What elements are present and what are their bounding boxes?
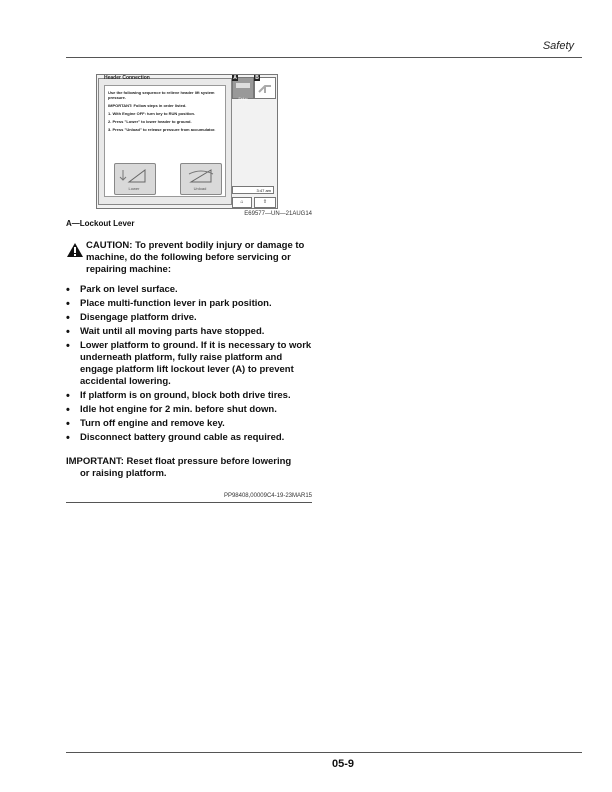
footer-rule xyxy=(66,752,582,753)
header-rule xyxy=(66,57,582,58)
screen-title: Header Connection xyxy=(104,75,150,81)
list-item: • Park on level surface. xyxy=(66,284,316,296)
instruction-line: IMPORTANT: Follow steps in order listed. xyxy=(108,103,187,108)
section-title: Safety xyxy=(542,40,574,52)
figure-code: E69577—UN—21AUG14 xyxy=(244,211,312,217)
unload-icon xyxy=(181,164,221,186)
instruction-line: 3. Press "Unload" to release pressure from accumulator. xyxy=(108,127,216,132)
home-icon: ⌂ xyxy=(240,199,244,205)
list-item: • Disengage platform drive. xyxy=(66,312,316,324)
arrow-up-icon: ⇧ xyxy=(262,199,268,205)
list-item: • Place multi-function lever in park position. xyxy=(66,298,316,310)
list-item: • Disconnect battery ground cable as required. xyxy=(66,432,316,444)
instruction-line: 2. Press "Lower" to lower header to ground. xyxy=(108,119,192,124)
instruction-line: 1. With Engine OFF: turn key to RUN position. xyxy=(108,111,196,116)
home-button[interactable] xyxy=(232,197,252,208)
callout-a-tag: A xyxy=(233,75,237,81)
setup-label: Setup xyxy=(238,97,248,101)
warning-triangle-icon xyxy=(66,242,84,258)
platform-icon xyxy=(255,78,275,98)
list-item: • Lower platform to ground. If it is necessary to work underneath platform, fully raise platform and engage platform lift lockout lever (A) to prevent accidental lowering. xyxy=(66,340,316,388)
caution-text: CAUTION: To prevent bodily injury or damage to machine, do the following before servicing or repairing machine: xyxy=(86,240,305,275)
page-number: 05-9 xyxy=(331,758,354,770)
figure-legend: A—Lockout Lever xyxy=(66,219,135,228)
list-item: • Idle hot engine for 2 min. before shut down. xyxy=(66,404,316,416)
list-item: • If platform is on ground, block both drive tires. xyxy=(66,390,316,402)
list-item: • Wait until all moving parts have stopped. xyxy=(66,326,316,338)
clock-display: 3:47 am xyxy=(232,186,274,194)
instruction-line: Use the following sequence to relieve header lift system pressure. xyxy=(108,90,215,100)
lower-icon xyxy=(115,164,155,186)
important-line-1: IMPORTANT: Reset float pressure before lowering xyxy=(66,456,292,467)
nav-button[interactable] xyxy=(254,197,276,208)
lower-button-label: Lower xyxy=(128,186,140,191)
callout-b-tag: B xyxy=(255,75,259,81)
unload-button-label: Unload xyxy=(193,186,207,191)
important-note xyxy=(66,456,316,480)
section-rule xyxy=(66,502,312,503)
reference-code: PP98408,00009C4-19-23MAR15 xyxy=(223,493,312,499)
important-line-2: or raising platform. xyxy=(80,468,167,479)
safety-steps-list xyxy=(66,284,316,446)
list-item: • Turn off engine and remove key. xyxy=(66,418,316,430)
